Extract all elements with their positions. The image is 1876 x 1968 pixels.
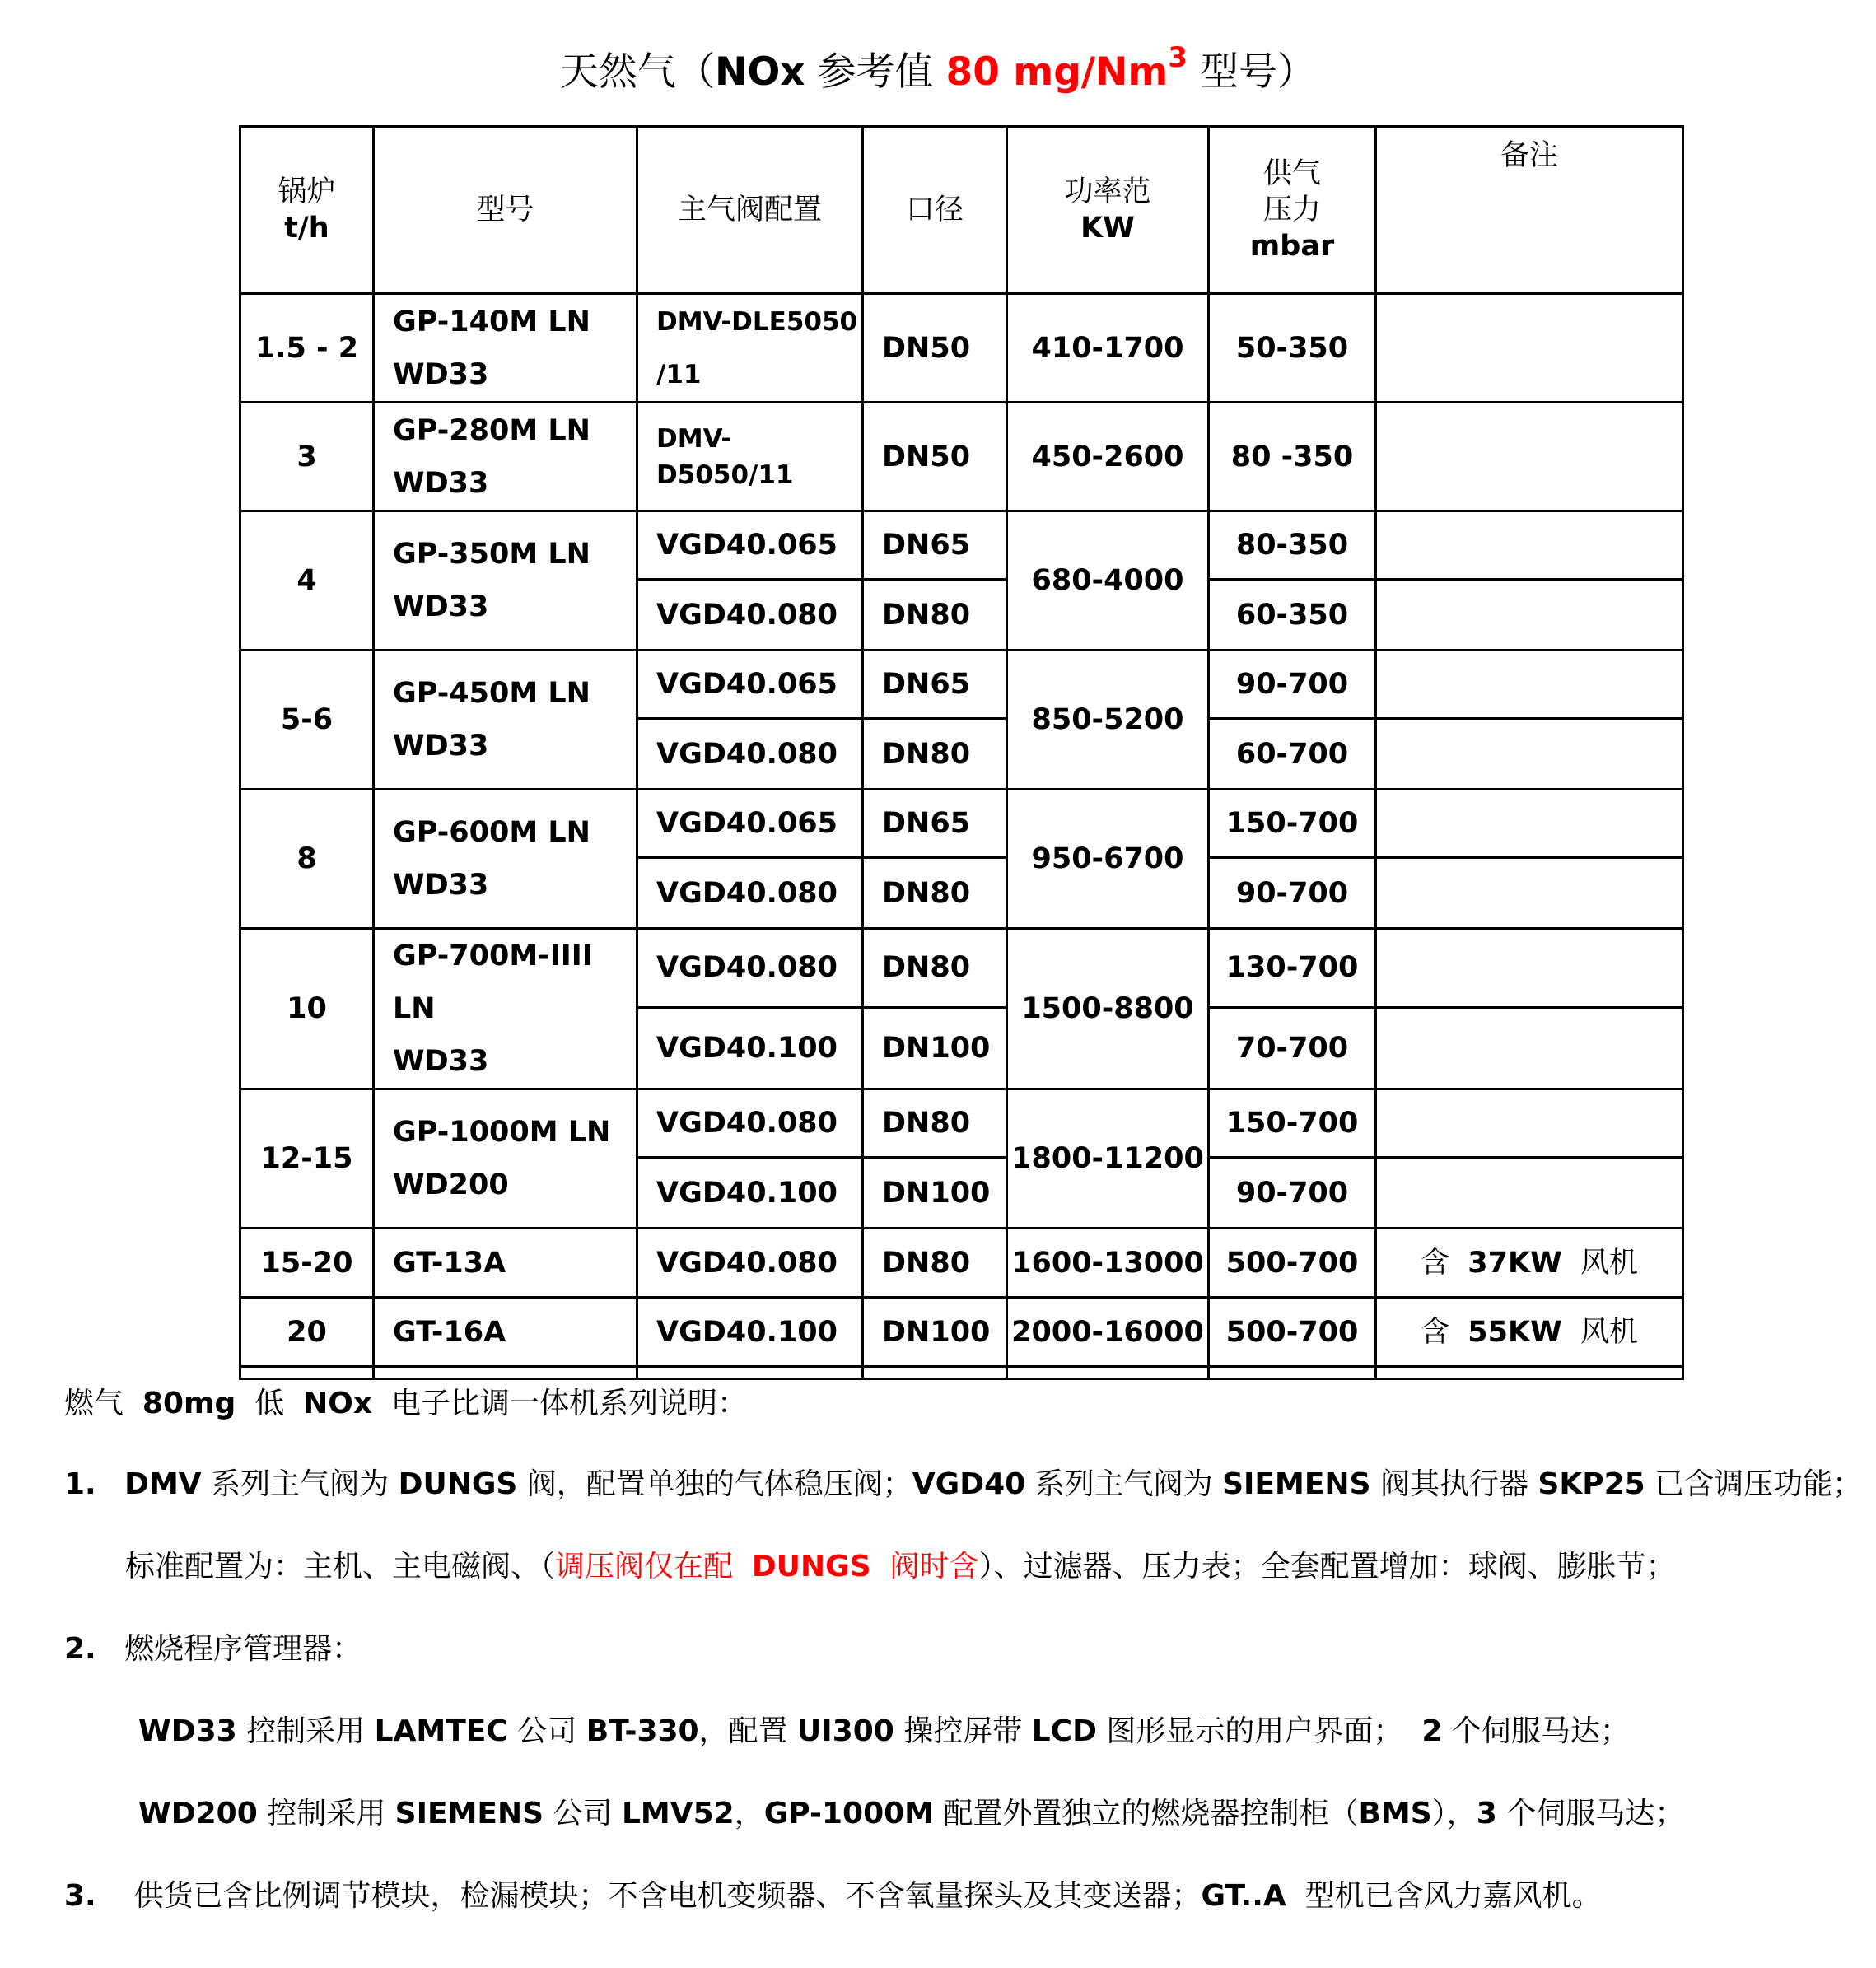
cell-model: GP-450M LN WD33 [374,651,637,790]
title-prefix: 天然气（ [559,49,715,95]
header-power: 功率范 KW [1007,127,1209,294]
cell-pressure: 130-700 [1209,929,1376,1008]
cell-note [1376,294,1683,403]
cell-pressure: 150-700 [1209,790,1376,858]
cell-note [1376,1089,1683,1158]
cell-model: GP-140M LN WD33 [374,294,637,403]
table-row [240,1298,1683,1367]
cell-valve: VGD40.080 [637,858,863,929]
table-row [240,294,1683,403]
cell-dn: DN80 [863,719,1007,790]
header-pressure: 供气 压力 mbar [1209,127,1376,294]
cell-model: GP-350M LN WD33 [374,511,637,651]
cell-dn: DN80 [863,1229,1007,1298]
notes-heading: 燃气 80mg 低 NOx 电子比调一体机系列说明： [64,1387,747,1420]
title-mid: 参考值 [817,49,934,95]
cell-valve: VGD40.080 [637,580,863,651]
cell-note [1376,1007,1683,1089]
header-dn: 口径 [863,127,1007,294]
cell-pressure: 80-350 [1209,511,1376,580]
table-row [240,790,1683,858]
page-title [0,40,1876,105]
header-valve: 主气阀配置 [637,127,863,294]
cell-power: 850-5200 [1007,651,1209,790]
title-nox: NOx [714,49,805,95]
cell-dn: DN100 [863,1298,1007,1367]
cell-boiler: 15-20 [240,1229,374,1298]
cell-valve: VGD40.065 [637,511,863,580]
note-3: 3. 供货已含比例调节模块，检漏模块；不含电机变频器、不含氧量探头及其变送器；GT..A 型机已含风力嘉风机。 [64,1879,1602,1913]
cell-pressure: 500-700 [1209,1229,1376,1298]
table-row [240,403,1683,511]
table-row [240,511,1683,580]
cell-valve: VGD40.100 [637,1298,863,1367]
cell-boiler: 3 [240,403,374,511]
cell-note [1376,858,1683,929]
title-sup: 3 [1168,41,1188,74]
cell-power: 950-6700 [1007,790,1209,929]
title-suffix: 型号） [1200,49,1316,95]
header-note: 备注 [1376,127,1683,294]
cell-boiler: 8 [240,790,374,929]
cell-note [1376,511,1683,580]
cell-pressure: 90-700 [1209,1158,1376,1229]
note-2: 2. 燃烧程序管理器： [64,1632,362,1666]
cell-dn: DN80 [863,858,1007,929]
cell-boiler: 10 [240,929,374,1089]
note-2-wd200: WD200 控制采用 SIEMENS 公司 LMV52，GP-1000M 配置外置独立的燃烧器控制柜（BMS），3 个伺服马达； [138,1797,1685,1830]
cell-power: 410-1700 [1007,294,1209,403]
cell-note [1376,719,1683,790]
cell-note [1376,790,1683,858]
cell-dn: DN80 [863,1089,1007,1158]
cell-model: GT-16A [374,1298,637,1367]
table-row [240,1089,1683,1158]
cell-note [1376,1158,1683,1229]
cell-pressure: 90-700 [1209,651,1376,719]
cell-pressure: 60-350 [1209,580,1376,651]
cell-pressure: 150-700 [1209,1089,1376,1158]
table-row [240,651,1683,719]
table-row [240,1229,1683,1298]
cell-model: GP-600M LN WD33 [374,790,637,929]
cell-boiler: 5-6 [240,651,374,790]
cell-power: 1800-11200 [1007,1089,1209,1229]
cell-note [1376,403,1683,511]
cell-model: GT-13A [374,1229,637,1298]
cell-valve: VGD40.080 [637,719,863,790]
cell-dn: DN50 [863,294,1007,403]
cell-note: 含 55KW 风机 [1376,1298,1683,1367]
cell-model: GP-1000M LN WD200 [374,1089,637,1229]
cell-valve: DMV-DLE5050 /11 [637,294,863,403]
header-model: 型号 [374,127,637,294]
note-2-wd33: WD33 控制采用 LAMTEC 公司 BT-330，配置 UI300 操控屏带 LCD 图形显示的用户界面； 2 个伺服马达； [138,1714,1630,1748]
table-empty-row [240,1367,1683,1379]
cell-note [1376,580,1683,651]
cell-dn: DN65 [863,511,1007,580]
cell-valve: VGD40.100 [637,1158,863,1229]
cell-power: 680-4000 [1007,511,1209,651]
cell-pressure: 60-700 [1209,719,1376,790]
cell-dn: DN65 [863,790,1007,858]
note-1: 1. DMV 系列主气阀为 DUNGS 阀，配置单独的气体稳压阀；VGD40 系列主气阀为 SIEMENS 阀其执行器 SKP25 已含调压功能； [64,1467,1863,1501]
cell-valve: VGD40.065 [637,651,863,719]
cell-power: 1600-13000 [1007,1229,1209,1298]
cell-dn: DN100 [863,1007,1007,1089]
header-boiler: 锅炉 t/h [240,127,374,294]
cell-valve: DMV-D5050/11 [637,403,863,511]
cell-valve: VGD40.080 [637,929,863,1008]
table-row [240,929,1683,1008]
cell-dn: DN80 [863,929,1007,1008]
cell-valve: VGD40.065 [637,790,863,858]
title-value: 80 mg/Nm [945,49,1169,95]
cell-valve: VGD40.080 [637,1229,863,1298]
cell-valve: VGD40.100 [637,1007,863,1089]
cell-model: GP-700M-IIII LN WD33 [374,929,637,1089]
cell-note: 含 37KW 风机 [1376,1229,1683,1298]
spec-table [239,125,1684,1380]
cell-valve: VGD40.080 [637,1089,863,1158]
cell-model: GP-280M LN WD33 [374,403,637,511]
cell-dn: DN100 [863,1158,1007,1229]
cell-pressure: 500-700 [1209,1298,1376,1367]
cell-dn: DN65 [863,651,1007,719]
table-header-row [240,127,1683,294]
note-1-detail: 标准配置为：主机、主电磁阀、（调压阀仅在配 DUNGS 阀时含）、过滤器、压力表；全套配置增加：球阀、膨胀节； [125,1550,1676,1583]
cell-pressure: 80 -350 [1209,403,1376,511]
cell-power: 1500-8800 [1007,929,1209,1089]
cell-boiler: 1.5 - 2 [240,294,374,403]
cell-boiler: 20 [240,1298,374,1367]
cell-pressure: 90-700 [1209,858,1376,929]
cell-power: 2000-16000 [1007,1298,1209,1367]
cell-power: 450-2600 [1007,403,1209,511]
cell-pressure: 70-700 [1209,1007,1376,1089]
cell-pressure: 50-350 [1209,294,1376,403]
cell-dn: DN50 [863,403,1007,511]
cell-boiler: 4 [240,511,374,651]
cell-dn: DN80 [863,580,1007,651]
cell-note [1376,651,1683,719]
cell-boiler: 12-15 [240,1089,374,1229]
cell-note [1376,929,1683,1008]
